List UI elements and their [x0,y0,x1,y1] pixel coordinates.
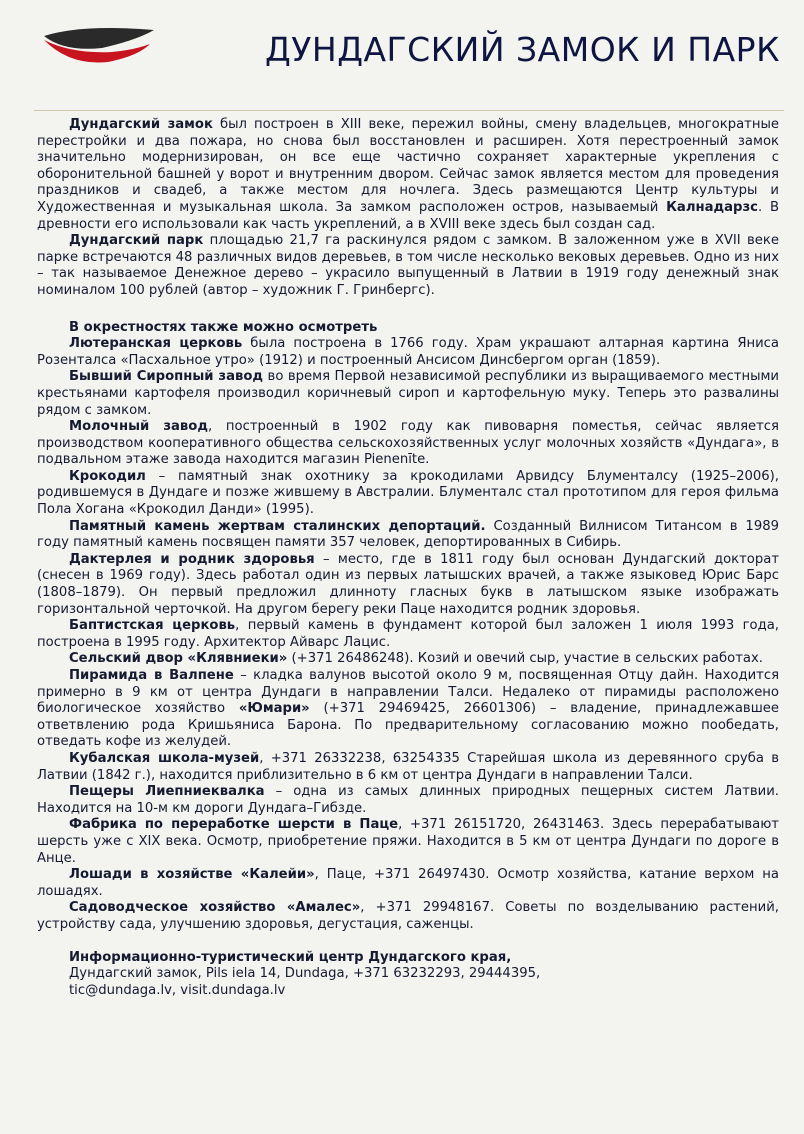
paragraph-text: (+371 26486248). Козий и овечий сыр, участие в сельских работах. [287,651,763,667]
content-body [37,117,779,999]
attraction-paragraph [37,618,779,651]
attraction-paragraph [37,336,779,369]
attraction-paragraph [37,552,779,618]
paragraph-text: , +371 26151720, 26431463. Здесь перерабатывают шерсть уже с XIX века. Осмотр, приобретение пряжи. Находится в 5 км от центра Дундаги по дороге в Анце. [37,817,779,866]
paragraph-text: , Паце, +371 26497430. Осмотр хозяйства, катание верхом на лошадях. [37,867,779,899]
paragraph-text: (+371 29469425, 26601306) – владение, принадлежавшее ответвлению рода Кришьяниса Барона. По предварительному согласованию можно пообедать, отведать кофе из желудей. [37,701,779,750]
paragraph-text: – памятный знак охотнику за крокодилами Арвидсу Блументалсу (1925–2006), родившемуся в Дундаге и позже жившему в Австралии. Блументалс стал прототипом для героя фильма Пола Хогана «Крокодил Данди» (1995). [37,468,779,518]
paragraph-lead: Пещеры Лиепниеквалка [69,784,265,800]
intro-section [37,117,779,300]
attraction-paragraph [37,784,779,817]
paragraph-text: , +371 29948167. Советы по возделыванию растений, устройству сада, улучшению здоровья, дегустация, саженцы. [37,900,779,932]
paragraph-lead: Крокодил [69,468,146,484]
attraction-paragraph [37,419,779,469]
attraction-paragraph [37,369,779,419]
paragraph-lead: Дундагский парк [69,233,204,249]
paragraph-lead: Фабрика по переработке шерсти в Паце [69,817,399,833]
paragraph-lead: Сельский двор «Клявниеки» [69,651,288,667]
paragraph-text: . В древности его использовали как часть укреплений, а в XVIII веке здесь был создан сад. [37,199,779,232]
paragraph-lead: Бывший Сиропный завод [69,369,264,385]
paragraph-text: был построен в XIII веке, пережил войны, смену владельцев, многократные перестройки и два пожара, но снова был восстановлен и расширен. Хотя перестроенный замок значительно модернизирован, он все еще частично сохраняет характерные укрепления с оборонительной башней у ворот и внутренним двором. Сейчас замок является местом для проведения праздников и свадеб, а также местом для ночлега. Здесь размещаются Центр культуры и Художественная и музыкальная школа. За замком расположен остров, называемый [37,117,779,215]
paragraph-lead: Кубалская школа-музей [69,750,260,766]
contact-block [37,950,779,1000]
paragraph-lead: Дактерлея и родник здоровья [69,551,315,567]
paragraph-lead: Калнадарзс [666,199,758,215]
paragraph-lead: Дундагский замок [69,117,213,132]
paragraph-text: , +371 26332238, 63254335 Старейшая школа из деревянного сруба в Латвии (1842 г.), находится приблизительно в 6 км от центра Дундаги в направлении Талси. [37,750,779,783]
paragraph-text: во время Первой независимой республики из выращиваемого местными крестьянами картофеля производил коричневый сироп и картофельную муку. Теперь это развалины рядом с замком. [37,369,779,418]
paragraph-lead: «Юмари» [238,701,310,717]
paragraph-text: была построена в 1766 году. Храм украшают алтарная картина Яниса Розенталса «Пасхальное утро» (1912) и построенный Ансисом Динсбергом орган (1859). [37,336,780,368]
paragraph-lead: Лютеранская церковь [69,336,243,352]
paragraph-lead: Садоводческое хозяйство «Амалес» [69,900,361,916]
attraction-paragraph [37,668,779,751]
intro-paragraph [37,233,779,299]
contact-address: Дундагский замок, Pils iela 14, Dundaga, +371 63232293, 29444395, [69,966,541,982]
paragraph-lead: Лошади в хозяйстве «Калейи» [69,867,315,883]
attraction-paragraph [37,900,779,933]
attraction-paragraph [37,867,779,900]
paragraph-text: – кладка валунов высотой около 9 м, посвященная Отцу дайн. Находится примерно в 9 км от центра Дундаги в направлении Талси. Недалеко от пирамиды расположено биологическое хозяйство [37,668,779,717]
paragraph-lead: Памятный камень жертвам сталинских депортаций. [69,518,486,534]
attraction-paragraph [37,751,779,784]
intro-paragraph [37,117,779,233]
latvian-flag-icon [42,22,158,72]
page-title: ДУНДАГСКИЙ ЗАМОК И ПАРК [264,30,780,69]
attraction-paragraph [37,519,779,552]
paragraph-text: Созданный Вилнисом Титансом в 1989 году памятный камень посвящен памяти 357 человек, депортированных в Сибирь. [37,518,779,551]
contact-name: Информационно-туристический центр Дундагского края, [69,949,512,965]
title-divider [34,110,784,111]
attraction-paragraph [37,817,779,867]
paragraph-text: – место, где в 1811 году был основан Дундагский докторат (снесен в 1969 году). Здесь работал один из первых латышских врачей, а также языковед Юрис Барс (1808–1879). Он первый предложил длинноту гласных букв в латышском языке изображать горизонтальной черточкой. На другом берегу реки Паце находится родник здоровья. [37,551,780,617]
paragraph-lead: Пирамида в Валпене [69,668,234,683]
paragraph-lead: Молочный завод [69,419,208,435]
nearby-section [37,336,779,933]
nearby-heading: В окрестностях также можно осмотреть [69,319,378,335]
paragraph-text: , построенный в 1902 году как пивоварня поместья, сейчас является производством кооперативного общества сельскохозяйственных услуг молочных хозяйств «Дундага», в подвальном этаже завода находится магазин Pienenīte. [37,419,779,468]
paragraph-text: – одна из самых длинных природных пещерных систем Латвии. Находится на 10-м км дороги Дундага–Гибзде. [37,784,779,816]
attraction-paragraph [37,651,779,668]
paragraph-lead: Баптистская церковь [69,618,236,634]
contact-web: tic@dundaga.lv, visit.dundaga.lv [69,982,286,998]
attraction-paragraph [37,469,779,519]
paragraph-text: площадью 21,7 га раскинулся рядом с замком. В заложенном уже в XVII веке парке встречаются 48 различных видов деревьев, в том числе несколько вековых деревьев. Одно из них – так называемое Денежное дерево – украсило выпущенный в Латвии в 1919 году денежный знак номиналом 100 рублей (автор – художник Г. Гринбергс). [37,233,779,298]
paragraph-text: , первый камень в фундамент которой был заложен 1 июля 1993 года, построена в 1995 году. Архитектор Айварс Лацис. [37,618,779,650]
